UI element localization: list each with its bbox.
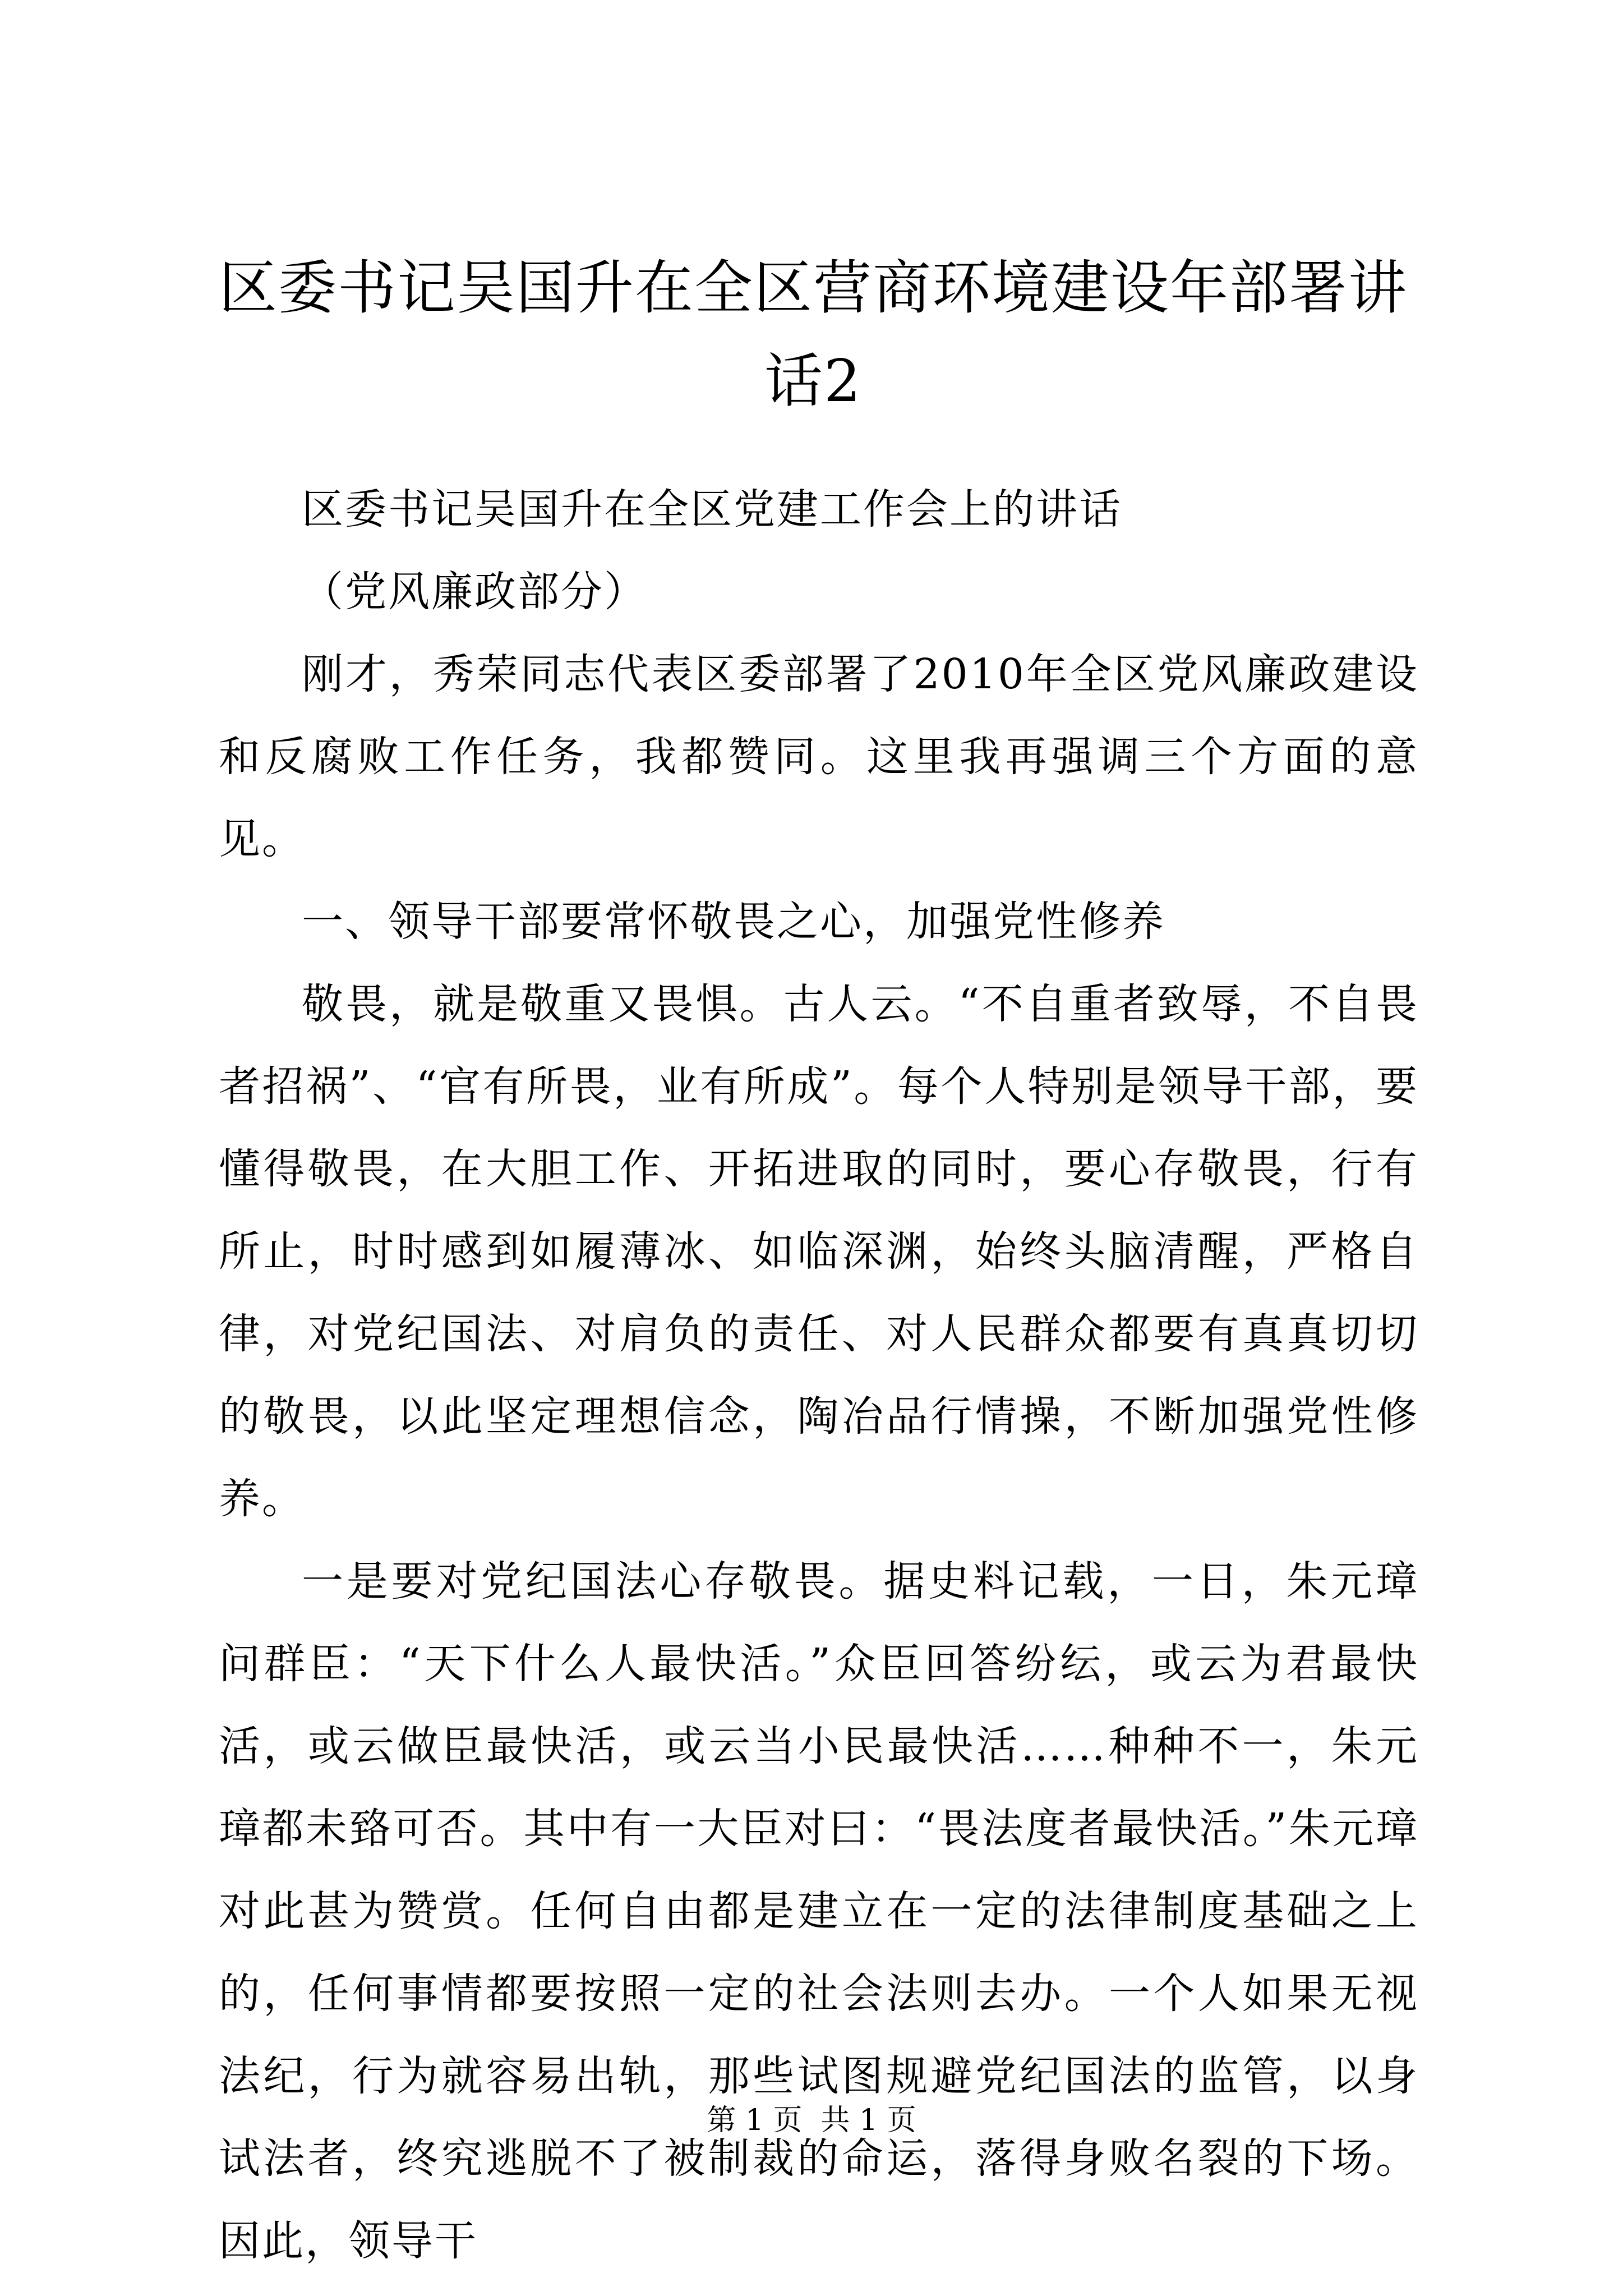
body-paragraph: 一是要对党纪国法心存敬畏。据史料记载，一日，朱元璋问群臣：“天下什么人最快活。”众臣回答纷纭，或云为君最快活，或云做臣最快活，或云当小民最快活……种种不一，朱元璋都未臵可否。其中有一大臣对曰：“畏法度者最快活。”朱元璋对此甚为赞赏。任何自由都是建立在一定的法律制度基础之上的，任何事情都要按照一定的社会法则去办。一个人如果无视法纪，行为就容易出轨，那些试图规避党纪国法的监管，以身试法者，终究逃脱不了被制裁的命运，落得身败名裂的下场。因此，领导干 bbox=[219, 1557, 1419, 2265]
body-paragraph: 敬畏，就是敬重又畏惧。古人云。“不自重者致辱，不自畏者招祸”、“官有所畏，业有所成”。每个人特别是领导干部，要懂得敬畏，在大胆工作、开拓进取的同时，要心存敬畏，行有所止，时时感到如履薄冰、如临深渊，始终头脑清醒，严格自律，对党纪国法、对肩负的责任、对人民群众都要有真真切切的敬畏，以此坚定理想信念，陶冶品行情操，不断加强党性修养。 bbox=[219, 980, 1419, 1523]
page-footer: 第 1 页 共 1 页 bbox=[707, 2104, 916, 2137]
section-heading: 一、领导干部要常怀敬畏之心，加强党性修养 bbox=[302, 898, 1165, 946]
document-body bbox=[219, 468, 1419, 2283]
document-title: 区委书记吴国升在全区营商环境建设年部署讲话2 bbox=[218, 254, 1408, 415]
body-paragraph: 刚才，秀荣同志代表区委部署了2010年全区党风廉政建设和反腐败工作任务，我都赞同。这里我再强调三个方面的意见。 bbox=[219, 650, 1419, 863]
speech-subtitle: 区委书记吴国升在全区党建工作会上的讲话 bbox=[302, 485, 1122, 533]
section-note: （党风廉政部分） bbox=[302, 568, 647, 616]
